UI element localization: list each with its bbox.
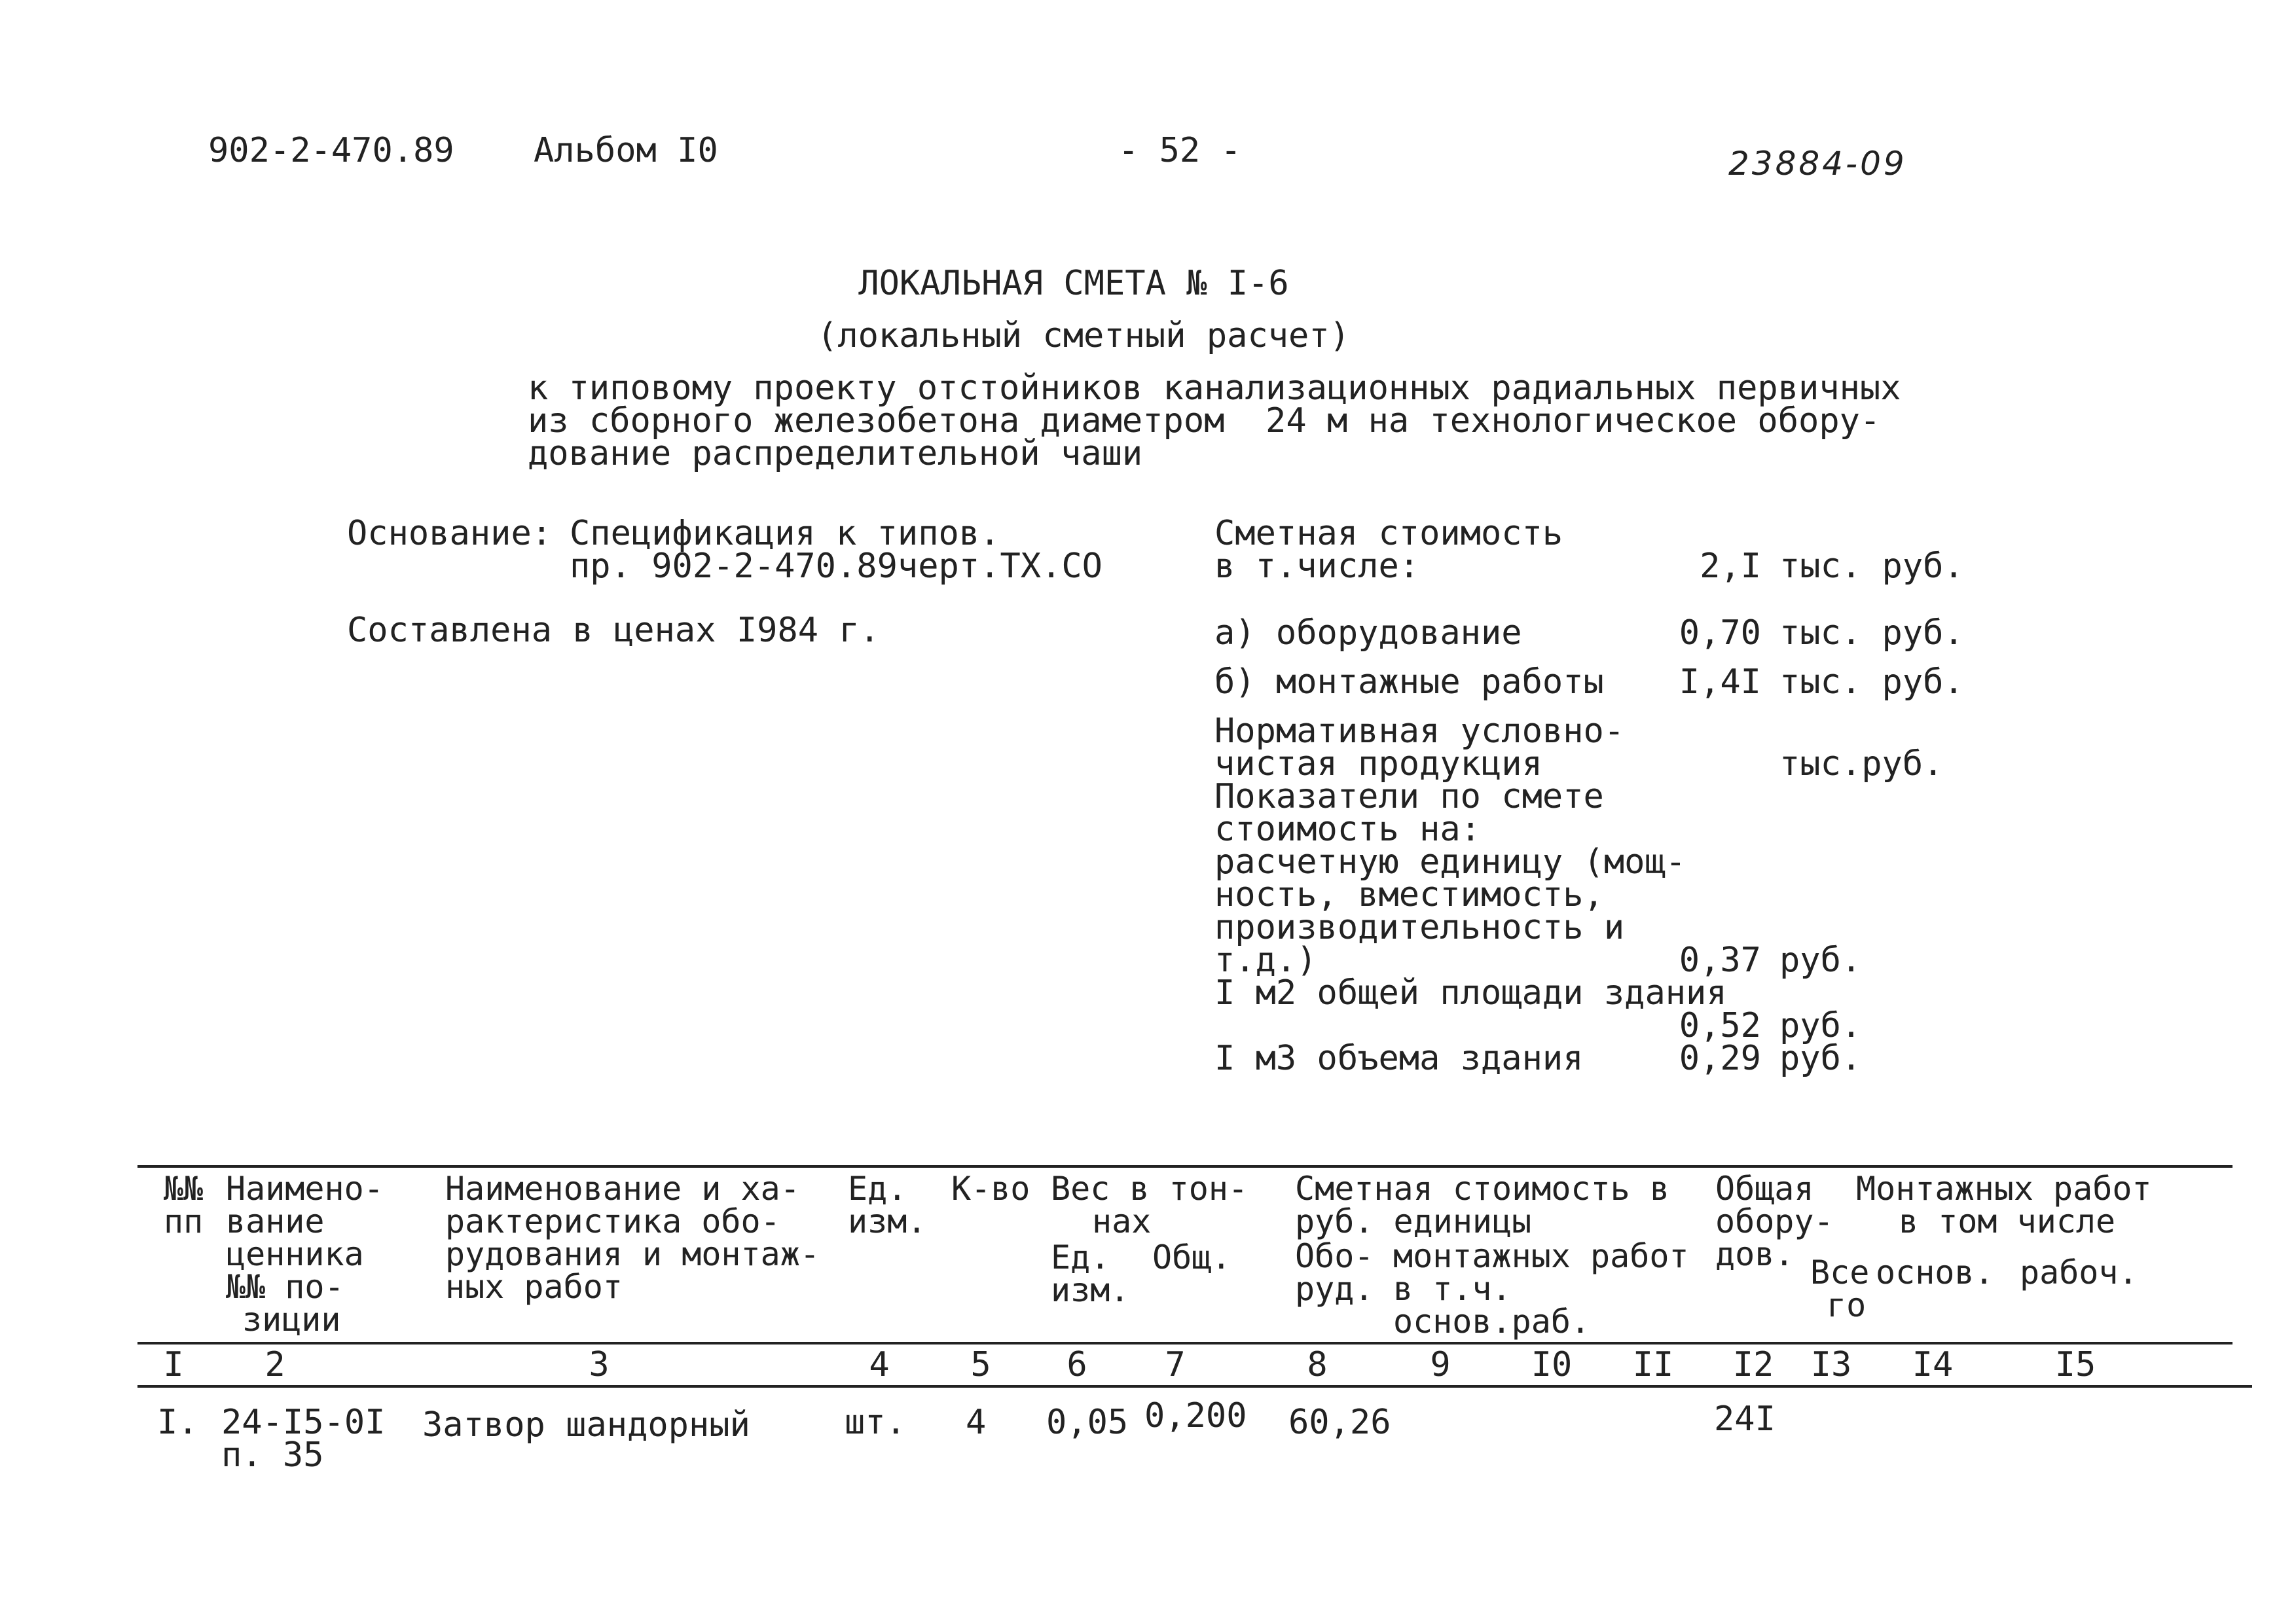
equipment-value: 0,70 [1679, 613, 1761, 653]
header-install-line-2: в том числе [1899, 1202, 2116, 1240]
installation-unit: тыс. руб. [1779, 662, 1964, 702]
equipment-unit: тыс. руб. [1779, 613, 1964, 653]
column-number-3: 3 [589, 1345, 610, 1384]
column-number-14: I4 [1912, 1345, 1954, 1384]
table-top-rule [137, 1165, 2232, 1168]
area-value: 0,52 [1679, 1006, 1761, 1045]
row-number: I. [157, 1403, 198, 1442]
installation-value: I,4I [1679, 662, 1761, 702]
column-number-1: I [163, 1345, 184, 1384]
header-col-3-line-1: Наименование и ха- [445, 1170, 800, 1208]
per-unit-unit: руб. [1779, 941, 1862, 980]
header-col-3-line-4: ных работ [445, 1268, 623, 1306]
column-number-12: I2 [1732, 1345, 1774, 1384]
column-number-15: I5 [2054, 1345, 2096, 1384]
header-col-12-line-1: Общая [1715, 1170, 1814, 1208]
row-weight-total: 0,200 [1144, 1396, 1247, 1435]
album-label: Альбом I0 [534, 131, 718, 170]
row-price-position: п. 35 [221, 1435, 324, 1475]
header-col-2-line-3: ценника [226, 1235, 364, 1273]
column-number-6: 6 [1066, 1345, 1087, 1384]
header-col-6-line-1: Ед. [1051, 1238, 1110, 1276]
volume-unit: руб. [1779, 1039, 1862, 1078]
indicators-line-6: т.д.) [1214, 941, 1317, 980]
header-col-12-line-2: обору- [1715, 1202, 1834, 1240]
header-col-4-line-1: Ед. [848, 1170, 907, 1208]
estimated-cost-value: 2,I [1700, 547, 1761, 586]
row-quantity: 4 [966, 1403, 987, 1442]
header-col-12-line-3: дов. [1715, 1235, 1795, 1273]
estimated-cost-label-2: в т.числе: [1214, 547, 1420, 586]
header-col-8-line-1: Обо- [1295, 1237, 1374, 1275]
header-col-3-line-3: рудования и монтаж- [445, 1235, 820, 1273]
estimated-cost-label-1: Сметная стоимость [1214, 514, 1563, 553]
description-line-3: дование распределительной чаши [528, 434, 1143, 473]
column-number-7: 7 [1165, 1345, 1186, 1384]
volume-value: 0,29 [1679, 1039, 1761, 1078]
header-col-1-line-2: пп [164, 1202, 204, 1240]
column-number-2: 2 [264, 1345, 285, 1384]
basis-label: Основание: [347, 514, 553, 553]
row-unit: шт. [845, 1403, 906, 1442]
row-cost-equipment: 60,26 [1288, 1403, 1391, 1442]
column-number-9: 9 [1430, 1345, 1451, 1384]
row-price-code: 24-I5-0I [221, 1403, 386, 1442]
column-number-13: I3 [1810, 1345, 1852, 1384]
header-col-15: рабоч. [2020, 1254, 2138, 1291]
header-col-2-line-4: №№ по- [226, 1268, 344, 1306]
header-col-3-line-2: рактеристика обо- [445, 1202, 780, 1240]
normative-unit: тыс.руб. [1779, 744, 1944, 784]
header-col-9-line-2: в т.ч. [1393, 1270, 1512, 1308]
header-col-9-line-1: монтажных работ [1393, 1237, 1689, 1275]
per-unit-value: 0,37 [1679, 941, 1761, 980]
header-weight-line-2: нах [1092, 1202, 1152, 1240]
indicators-line-3: расчетную единицу (мощ- [1214, 842, 1686, 882]
header-col-13-line-1: Все [1810, 1254, 1870, 1291]
document-subtitle: (локальный сметный расчет) [817, 316, 1350, 355]
area-unit: руб. [1779, 1006, 1862, 1045]
header-install-line-1: Монтажных работ [1856, 1170, 2152, 1208]
header-col-9-line-3: основ.раб. [1393, 1303, 1591, 1341]
volume-label: I м3 объема здания [1214, 1039, 1584, 1078]
installation-label: б) монтажные работы [1214, 662, 1604, 702]
header-col-2-line-2: вание [226, 1202, 325, 1240]
header-col-2-line-5: зиции [242, 1301, 341, 1339]
prices-year: Составлена в ценах I984 г. [347, 611, 880, 650]
project-code: 902-2-470.89 [208, 131, 454, 170]
header-col-1-line-1: №№ [164, 1170, 204, 1208]
header-col-8-line-2: руд. [1295, 1270, 1374, 1308]
indicators-line-4: ность, вместимость, [1214, 875, 1604, 914]
header-col-7: Общ. [1152, 1238, 1231, 1276]
header-col-13-line-2: го [1827, 1286, 1867, 1324]
normative-label-1: Нормативная условно- [1214, 712, 1625, 751]
page-number: - 52 - [1118, 131, 1241, 170]
row-weight-unit: 0,05 [1046, 1403, 1129, 1442]
header-col-2-line-1: Наимено- [226, 1170, 384, 1208]
column-number-11: II [1632, 1345, 1674, 1384]
row-total-equipment: 24I [1714, 1399, 1776, 1439]
indicators-line-1: Показатели по смете [1214, 777, 1604, 816]
equipment-label: а) оборудование [1214, 613, 1522, 653]
header-col-6-line-2: изм. [1051, 1271, 1130, 1309]
header-col-14: основ. [1876, 1254, 1994, 1291]
indicators-line-2: стоимость на: [1214, 810, 1481, 849]
header-weight-line-1: Вес в тон- [1051, 1170, 1248, 1208]
column-number-4: 4 [869, 1345, 890, 1384]
header-col-4-line-2: изм. [848, 1202, 927, 1240]
indicators-line-5: производительность и [1214, 908, 1625, 947]
column-number-8: 8 [1307, 1345, 1328, 1384]
normative-label-2: чистая продукция [1214, 744, 1542, 784]
column-numbers-bottom-rule [137, 1385, 2252, 1388]
header-cost-line-1: Сметная стоимость в [1295, 1170, 1669, 1208]
column-number-10: I0 [1531, 1345, 1573, 1384]
description-line-2: из сборного железобетона диаметром 24 м на технологическое обору- [528, 401, 1881, 441]
table-header-bottom-rule [137, 1342, 2232, 1344]
document-number: 23884-09 [1728, 145, 1907, 183]
header-col-5: К-во [951, 1170, 1030, 1208]
basis-line-1: Спецификация к типов. [570, 514, 1000, 553]
document-title: ЛОКАЛЬНАЯ СМЕТА № I-6 [858, 264, 1289, 303]
basis-line-2: пр. 902-2-470.89черт.ТХ.СО [570, 547, 1102, 586]
column-number-5: 5 [970, 1345, 991, 1384]
row-item-name: Затвор шандорный [422, 1405, 750, 1445]
estimated-cost-unit: тыс. руб. [1779, 547, 1964, 586]
header-cost-line-2: руб. единицы [1295, 1202, 1532, 1240]
area-label: I м2 общей площади здания [1214, 973, 1727, 1013]
description-line-1: к типовому проекту отстойников канализационных радиальных первичных [528, 369, 1901, 408]
